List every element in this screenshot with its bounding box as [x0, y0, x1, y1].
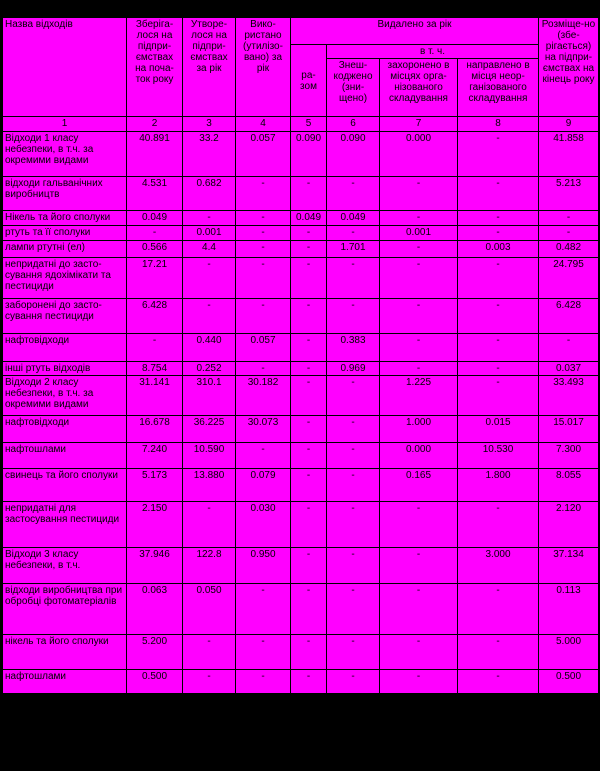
column-number: 5 [291, 117, 327, 132]
value-cell: - [327, 584, 380, 635]
value-cell: - [380, 177, 458, 211]
value-cell: - [291, 548, 327, 584]
value-cell: - [458, 132, 539, 177]
value-cell: - [236, 241, 291, 258]
value-cell: - [236, 299, 291, 334]
value-cell: 0.079 [236, 469, 291, 502]
value-cell: 0.001 [380, 226, 458, 241]
value-cell: 0.049 [327, 211, 380, 226]
value-cell: - [458, 211, 539, 226]
waste-name-cell: нафтовідходи [3, 416, 127, 443]
value-cell: 5.173 [127, 469, 183, 502]
header-incl: в т. ч. [327, 45, 539, 59]
table-row [3, 258, 599, 299]
value-cell: - [458, 635, 539, 670]
table-row [3, 376, 599, 416]
value-cell: 0.113 [539, 584, 599, 635]
value-cell: - [327, 177, 380, 211]
value-cell: 13.880 [183, 469, 236, 502]
table-row [3, 416, 599, 443]
value-cell: 37.134 [539, 548, 599, 584]
value-cell: - [380, 635, 458, 670]
waste-name-cell: свинець та його сполуки [3, 469, 127, 502]
value-cell: 8.754 [127, 362, 183, 376]
column-number-row [3, 117, 599, 132]
value-cell: - [458, 334, 539, 362]
value-cell: 4.531 [127, 177, 183, 211]
value-cell: 0.500 [539, 670, 599, 694]
value-cell: 5.200 [127, 635, 183, 670]
value-cell: - [291, 226, 327, 241]
header-total: ра-зом [291, 45, 327, 117]
value-cell: - [291, 670, 327, 694]
waste-name-cell: заборонені до засто-сування пестициди [3, 299, 127, 334]
value-cell: 15.017 [539, 416, 599, 443]
header-sent: направлено в місця неор-ганізованого складування [458, 59, 539, 117]
value-cell: - [380, 548, 458, 584]
value-cell: 40.891 [127, 132, 183, 177]
table-row [3, 299, 599, 334]
value-cell: 7.240 [127, 443, 183, 469]
column-number: 1 [3, 117, 127, 132]
value-cell: - [327, 548, 380, 584]
value-cell: - [236, 226, 291, 241]
waste-name-cell: нікель та його сполуки [3, 635, 127, 670]
value-cell: - [458, 258, 539, 299]
column-number: 8 [458, 117, 539, 132]
value-cell: - [380, 362, 458, 376]
waste-name-cell: відходи гальванічних виробництв [3, 177, 127, 211]
value-cell: - [127, 226, 183, 241]
waste-name-cell: Відходи 2 класу небезпеки, в т.ч. за окремими видами [3, 376, 127, 416]
value-cell: - [291, 416, 327, 443]
value-cell: - [291, 258, 327, 299]
value-cell: 310.1 [183, 376, 236, 416]
value-cell: - [291, 584, 327, 635]
table-row [3, 226, 599, 241]
value-cell: - [380, 334, 458, 362]
value-cell: - [458, 177, 539, 211]
value-cell: 0.015 [458, 416, 539, 443]
value-cell: - [380, 258, 458, 299]
value-cell: - [127, 334, 183, 362]
value-cell: 5.213 [539, 177, 599, 211]
value-cell: - [236, 177, 291, 211]
value-cell: - [539, 334, 599, 362]
table-row [3, 469, 599, 502]
value-cell: - [327, 443, 380, 469]
table-row [3, 177, 599, 211]
waste-name-cell: ртуть та її сполуки [3, 226, 127, 241]
value-cell: 0.057 [236, 132, 291, 177]
waste-name-cell: Відходи 1 класу небезпеки, в т.ч. за окремими видами [3, 132, 127, 177]
waste-name-cell: нафтошлами [3, 443, 127, 469]
value-cell: 0.252 [183, 362, 236, 376]
table-row [3, 548, 599, 584]
value-cell: - [380, 584, 458, 635]
value-cell: - [327, 376, 380, 416]
value-cell: 17.21 [127, 258, 183, 299]
value-cell: - [380, 211, 458, 226]
value-cell: 16.678 [127, 416, 183, 443]
waste-name-cell: лампи ртутні (ел) [3, 241, 127, 258]
value-cell: - [183, 299, 236, 334]
value-cell: - [291, 177, 327, 211]
waste-name-cell: непридатні до засто-сування ядохімікати та пестициди [3, 258, 127, 299]
value-cell: 10.590 [183, 443, 236, 469]
value-cell: - [327, 670, 380, 694]
value-cell: 10.530 [458, 443, 539, 469]
value-cell: 2.120 [539, 502, 599, 548]
value-cell: 0.165 [380, 469, 458, 502]
value-cell: - [327, 299, 380, 334]
value-cell: 0.000 [380, 132, 458, 177]
waste-name-cell: непридатні для застосування пестициди [3, 502, 127, 548]
value-cell: - [380, 299, 458, 334]
table-row [3, 670, 599, 694]
value-cell: - [291, 362, 327, 376]
value-cell: - [327, 226, 380, 241]
table-row [3, 635, 599, 670]
value-cell: 1.000 [380, 416, 458, 443]
value-cell: - [236, 443, 291, 469]
value-cell: 0.001 [183, 226, 236, 241]
waste-name-cell: Відходи 3 класу небезпеки, в т.ч. [3, 548, 127, 584]
value-cell: - [291, 334, 327, 362]
value-cell: - [183, 502, 236, 548]
value-cell: - [458, 299, 539, 334]
value-cell: - [183, 670, 236, 694]
value-cell: - [236, 362, 291, 376]
column-number: 4 [236, 117, 291, 132]
value-cell: 0.050 [183, 584, 236, 635]
table-row [3, 334, 599, 362]
value-cell: 0.030 [236, 502, 291, 548]
table-row [3, 502, 599, 548]
table-row [3, 132, 599, 177]
value-cell: 7.300 [539, 443, 599, 469]
value-cell: 3.000 [458, 548, 539, 584]
value-cell: 2.150 [127, 502, 183, 548]
value-cell: - [236, 258, 291, 299]
value-cell: - [327, 469, 380, 502]
value-cell: 0.566 [127, 241, 183, 258]
value-cell: 0.950 [236, 548, 291, 584]
table-row [3, 443, 599, 469]
value-cell: 0.383 [327, 334, 380, 362]
value-cell: 30.073 [236, 416, 291, 443]
value-cell: - [236, 670, 291, 694]
value-cell: - [236, 211, 291, 226]
column-number: 6 [327, 117, 380, 132]
header-removed: Видалено за рік [291, 18, 539, 45]
value-cell: 0.682 [183, 177, 236, 211]
value-cell: 122.8 [183, 548, 236, 584]
value-cell: - [183, 258, 236, 299]
value-cell: - [380, 670, 458, 694]
value-cell: 8.055 [539, 469, 599, 502]
value-cell: 4.4 [183, 241, 236, 258]
value-cell: 0.037 [539, 362, 599, 376]
table-row [3, 211, 599, 226]
value-cell: - [291, 635, 327, 670]
value-cell: - [458, 362, 539, 376]
value-cell: - [458, 226, 539, 241]
value-cell: 0.000 [380, 443, 458, 469]
value-cell: 0.090 [291, 132, 327, 177]
header-used: Вико-ристано (утилізо-вано) за рік [236, 18, 291, 117]
value-cell: 0.057 [236, 334, 291, 362]
value-cell: 6.428 [539, 299, 599, 334]
value-cell: - [291, 299, 327, 334]
waste-name-cell: Нікель та його сполуки [3, 211, 127, 226]
value-cell: - [291, 443, 327, 469]
value-cell: - [380, 502, 458, 548]
value-cell: 0.440 [183, 334, 236, 362]
value-cell: 0.049 [291, 211, 327, 226]
value-cell: 0.969 [327, 362, 380, 376]
value-cell: - [458, 584, 539, 635]
value-cell: - [539, 226, 599, 241]
waste-table [2, 17, 599, 694]
value-cell: - [183, 211, 236, 226]
value-cell: - [291, 469, 327, 502]
value-cell: - [380, 241, 458, 258]
value-cell: 0.049 [127, 211, 183, 226]
value-cell: - [183, 635, 236, 670]
value-cell: 0.500 [127, 670, 183, 694]
value-cell: - [539, 211, 599, 226]
value-cell: - [327, 502, 380, 548]
value-cell: - [236, 584, 291, 635]
header-buried: захоронено в місцях орга-нізованого складування [380, 59, 458, 117]
table-row [3, 584, 599, 635]
column-number: 9 [539, 117, 599, 132]
column-number: 7 [380, 117, 458, 132]
value-cell: 6.428 [127, 299, 183, 334]
header-neutralized: Знеш-коджено (зни-щено) [327, 59, 380, 117]
value-cell: - [291, 376, 327, 416]
value-cell: - [291, 241, 327, 258]
value-cell: 24.795 [539, 258, 599, 299]
column-number: 3 [183, 117, 236, 132]
header-generated: Утворе-лося на підпри-ємствах за рік [183, 18, 236, 117]
value-cell: 37.946 [127, 548, 183, 584]
value-cell: - [327, 416, 380, 443]
value-cell: - [327, 258, 380, 299]
value-cell: 1.800 [458, 469, 539, 502]
header-placed-end: Розміще-но (збе-рігається) на підпри-ємствах на кінець року [539, 18, 599, 117]
header-name: Назва відходів [3, 18, 127, 117]
value-cell: 1.225 [380, 376, 458, 416]
value-cell: - [236, 635, 291, 670]
waste-name-cell: відходи виробництва при обробці фотоматеріалів [3, 584, 127, 635]
waste-name-cell: нафтовідходи [3, 334, 127, 362]
value-cell: 1.701 [327, 241, 380, 258]
value-cell: - [458, 376, 539, 416]
value-cell: 41.858 [539, 132, 599, 177]
waste-name-cell: інші ртуть відходів [3, 362, 127, 376]
value-cell: 31.141 [127, 376, 183, 416]
waste-name-cell: нафтошлами [3, 670, 127, 694]
value-cell: 0.003 [458, 241, 539, 258]
table-row [3, 362, 599, 376]
value-cell: - [327, 635, 380, 670]
value-cell: 33.493 [539, 376, 599, 416]
value-cell: 0.063 [127, 584, 183, 635]
value-cell: - [458, 670, 539, 694]
value-cell: 5.000 [539, 635, 599, 670]
table-row [3, 241, 599, 258]
value-cell: - [291, 502, 327, 548]
header-stored-start: Зберіга-лося на підпри-ємствах на поча-ток року [127, 18, 183, 117]
value-cell: - [458, 502, 539, 548]
value-cell: 0.090 [327, 132, 380, 177]
column-number: 2 [127, 117, 183, 132]
value-cell: 33.2 [183, 132, 236, 177]
value-cell: 0.482 [539, 241, 599, 258]
value-cell: 36.225 [183, 416, 236, 443]
value-cell: 30.182 [236, 376, 291, 416]
